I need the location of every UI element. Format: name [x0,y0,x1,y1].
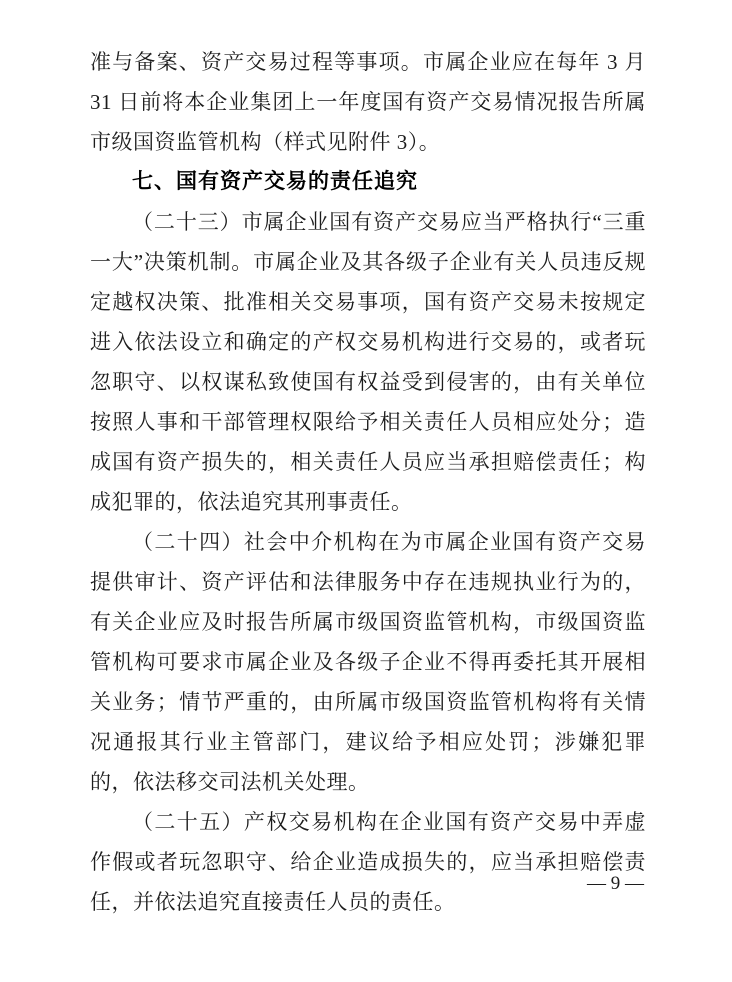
section-heading: 七、国有资产交易的责任追究 [132,170,418,193]
paragraph-continuation: 准与备案、资产交易过程等事项。市属企业应在每年 3 月 31 日前将本企业集团上一年度国有资产交易情况报告所属市级国资监管机构（样式见附件 3）。 [90,50,646,154]
document-body [90,42,646,922]
page-number: — 9 — [587,873,644,894]
paragraph-clause-25: （二十五）产权交易机构在企业国有资产交易中弄虚作假或者玩忽职守、给企业造成损失的，应当承担赔偿责任，并依法追究直接责任人员的责任。 [90,810,646,914]
paragraph-clause-23: （二十三）市属企业国有资产交易应当严格执行“三重一大”决策机制。市属企业及其各级子企业有关人员违反规定越权决策、批准相关交易事项，国有资产交易未按规定进入依法设立和确定的产权交易机构进行交易的，或者玩忽职守、以权谋私致使国有权益受到侵害的，由有关单位按照人事和干部管理权限给予相关责任人员相应处分；造成国有资产损失的，相关责任人员应当承担赔偿责任；构成犯罪的，依法追究其刑事责任。 [90,210,646,514]
paragraph-clause-24: （二十四）社会中介机构在为市属企业国有资产交易提供审计、资产评估和法律服务中存在违规执业行为的，有关企业应及时报告所属市级国资监管机构，市级国资监管机构可要求市属企业及各级子企业不得再委托其开展相关业务；情节严重的，由所属市级国资监管机构将有关情况通报其行业主管部门，建议给予相应处罚；涉嫌犯罪的，依法移交司法机关处理。 [90,530,646,794]
